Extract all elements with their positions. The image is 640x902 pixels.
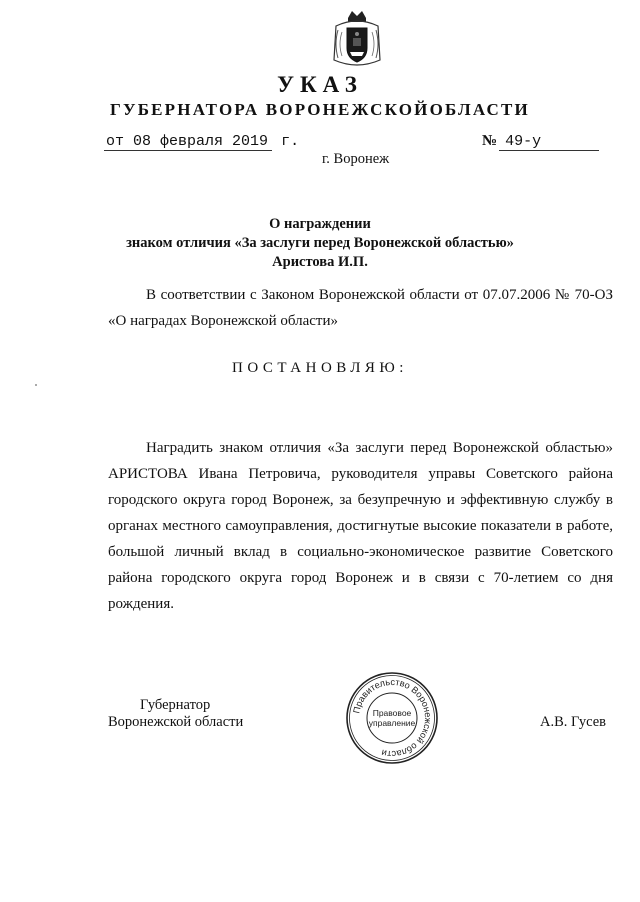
date-field: от 08 февраля 2019 <box>104 133 272 151</box>
date-value: 08 февраля 2019 <box>133 133 269 150</box>
stamp-center-line-1: Правовое <box>372 708 412 718</box>
main-paragraph: Наградить знаком отличия «За заслуги перед Воронежской областью» АРИСТОВА Ивана Петровича, руководителя управы Советского района городского округа город Воронеж, за безупречную и эффективную службу в органах местного самоуправления, достигнутые высокие показатели в работе, большой личный вклад в социально-экономическое развитие Советского района городского округа город Воронеж и в связи с 70-летием со дня рождения. <box>108 440 613 612</box>
stamp-ring-text: Правительство Воронежской области <box>351 676 434 760</box>
preamble-paragraph: В соответствии с Законом Воронежской области от 07.07.2006 № 70-ОЗ «О наградах Воронежской области» <box>108 287 613 329</box>
official-stamp <box>344 670 440 766</box>
subject-line-3: Аристова И.П. <box>272 254 368 270</box>
document-issuer: ГУБЕРНАТОРА ВОРОНЕЖСКОЙОБЛАСТИ <box>110 100 530 119</box>
decree-word: ПОСТАНОВЛЯЮ: <box>232 360 408 376</box>
subject-line-2: знаком отличия «За заслуги перед Воронежской областью» <box>126 235 514 251</box>
document-number <box>482 133 599 151</box>
number-sign: № <box>482 133 498 149</box>
document-title: УКАЗ <box>277 72 363 97</box>
coat-of-arms-icon <box>328 8 386 70</box>
date-suffix: г. <box>281 133 300 150</box>
city: г. Воронеж <box>322 151 390 167</box>
scan-artifact <box>35 384 37 386</box>
subject-line-1: О награждении <box>269 216 371 232</box>
subject-heading <box>0 215 640 272</box>
signatory-name: А.В. Гусев <box>540 714 606 730</box>
number-value: 49-у <box>499 133 599 151</box>
signatory-position-line-2: Воронежской области <box>108 714 244 730</box>
signatory-position-line-1: Губернатор <box>140 697 211 713</box>
stamp-center-line-2: управление <box>368 718 416 728</box>
document-date <box>104 133 299 151</box>
